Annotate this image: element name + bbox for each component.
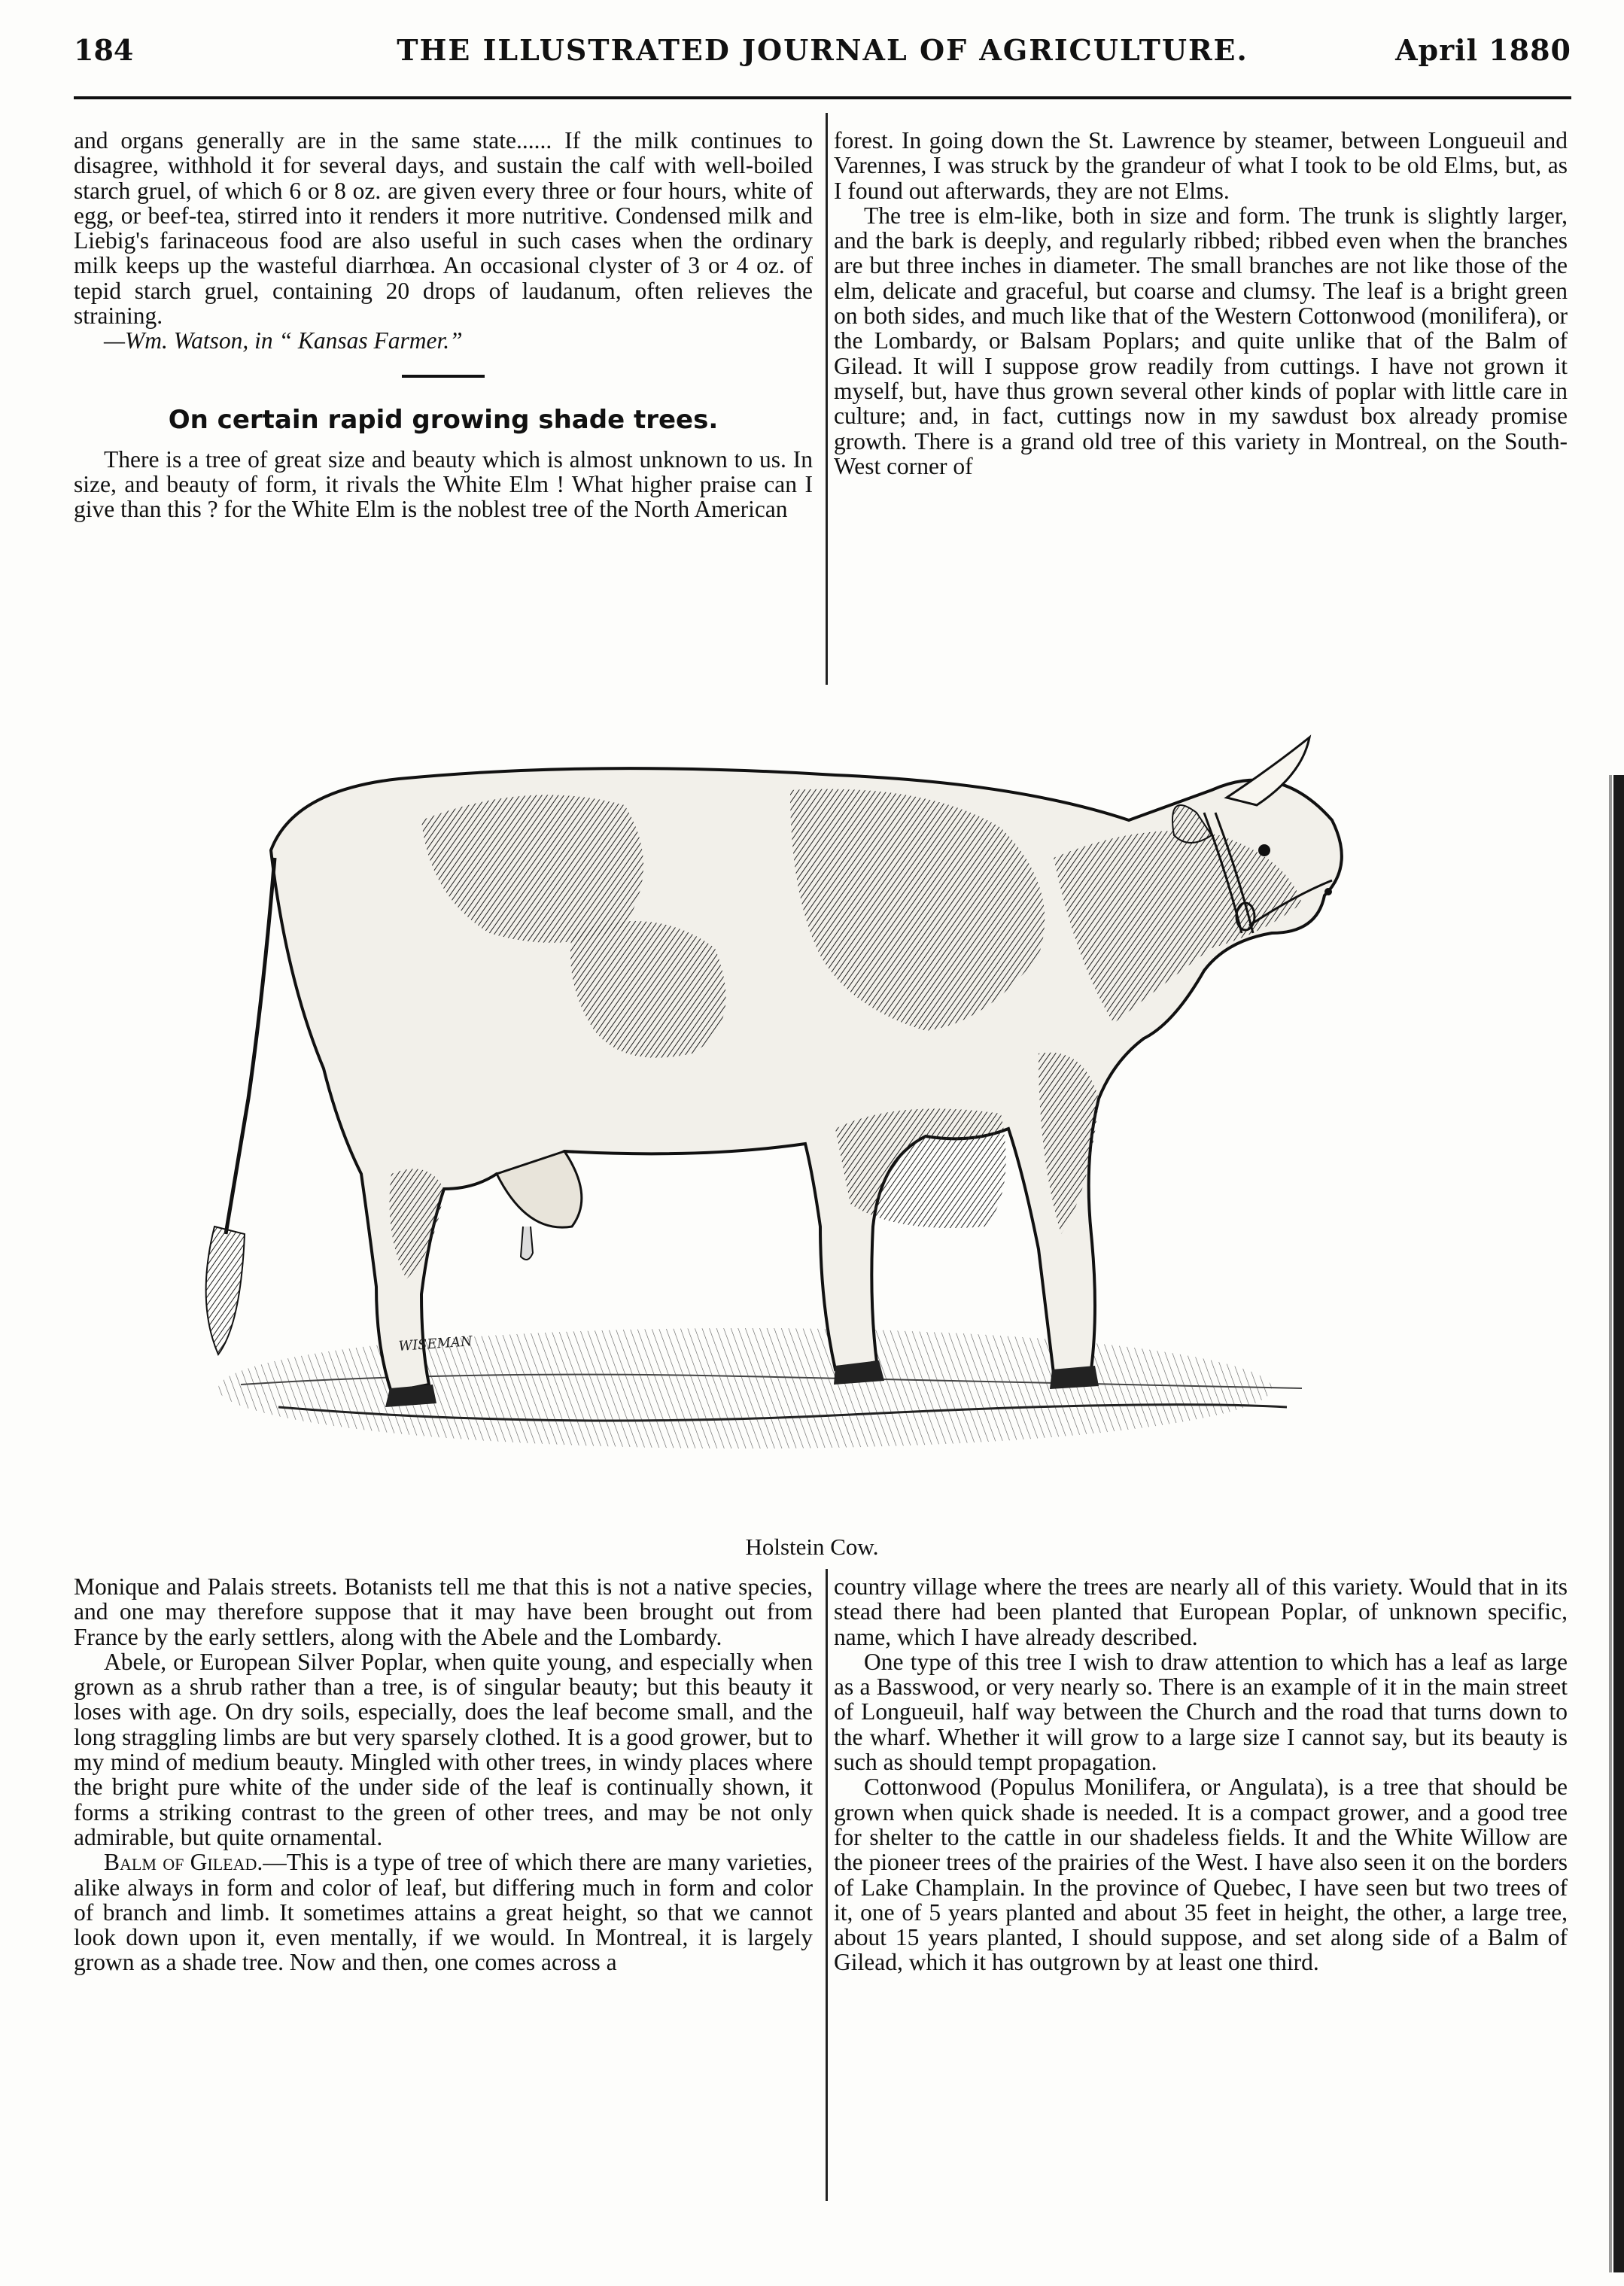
- article-signature: —Wm. Watson, in “ Kansas Farmer.”: [104, 327, 463, 354]
- engraver-signature: WISEMAN: [397, 1333, 473, 1354]
- top-left-column: [74, 128, 813, 522]
- journal-title: THE ILLUSTRATED JOURNAL OF AGRICULTURE.: [397, 33, 1248, 67]
- paragraph: Abele, or European Silver Poplar, when quite young, and especially when grown as a shrub rather than a tree, is of singular beauty; but this beauty it loses with age. On dry soils, especially, does the leaf become small, and the long straggling limbs are but very sparsely clothed. It is a good grower, but to my mind of medium beauty. Mingled with other trees, in windy places where the bright pure white of the under side of the leaf is continually shown, it forms a striking contrast to the green of other trees, and may be not only admirable, but quite ornamental.: [74, 1648, 813, 1850]
- bottom-left-column: [74, 1574, 813, 1975]
- column-rule: [826, 113, 828, 685]
- cow-tail: [226, 858, 275, 1234]
- paragraph: The tree is elm-like, both in size and form. The trunk is slightly larger, and the bark is deeply, and regularly ribbed; ribbed even when the branches are but three inches in diameter. The small branches are not like those of the elm, delicate and graceful, but coarse and clumsy. The leaf is a bright green on both sides, and much like that of the Western Cottonwood (monilifera), or the Lombardy, or Balsam Poplars; and quite unlike that of the Balm of Gilead. It will I suppose grow readily from cuttings. I have not grown it myself, but, have thus grown several other kinds of poplar with little care in culture; and, in fact, cuttings now in my sawdust box already promise growth. There is a grand old tree of this variety in Montreal, on the South-West corner of: [834, 202, 1568, 479]
- section-divider: [402, 375, 485, 378]
- paragraph-text: —This is a type of tree of which there are many varieties, alike always in form and color of leaf, but differing much in form and color of branch and limb. It sometimes attains a great height, so that we cannot look down upon it, even mentally, if we would. In Montreal, it is largely grown as a shade tree. Now and then, one comes across a: [74, 1849, 813, 1976]
- paragraph: One type of this tree I wish to draw attention to which has a leaf as large as a Basswood, or very nearly so. There is an example of it in the main street of Longueuil, half way between the Church and the road that turns down to the wharf. Whether it will grow to a large size I cannot say, but its beauty is such as should tempt propagation.: [834, 1648, 1568, 1776]
- paragraph: [74, 1850, 813, 1974]
- paragraph: Cottonwood (Populus Monilifera, or Angulata), is a tree that should be grown when quick shade is needed. It is a compact grower, and a good tree for shelter to the cattle in our shadeless fields. It and the White Willow are the pioneer trees of the prairies of the West. I have also seen it on the borders of Lake Champlain. In the province of Quebec, I have seen but two trees of it, one of 5 years planted and about 35 feet in height, the other, a large tree, about 15 years planted, I should suppose, and set along side of a Balm of Gilead, which it has outgrown by at least one third.: [834, 1774, 1568, 1976]
- scan-edge: [1603, 775, 1624, 2272]
- issue-date: April 1880: [1395, 33, 1571, 67]
- holstein-cow-illustration: [173, 707, 1467, 1497]
- paragraph: and organs generally are in the same state...... If the milk continues to disagree, withhold it for several days, and sustain the calf with well-boiled starch gruel, of which 6 or 8 oz. are given every three or four hours, white of egg, or beef-tea, stirred into it renders it more nutritive. Condensed milk and Liebig's farinaceous food are also useful in such cases when the ordinary milk keeps up the wasteful diarrhœa. An occasional clyster of 3 or 4 oz. of tepid starch gruel, containing 20 drops of laudanum, often relieves the straining.: [74, 127, 813, 330]
- page-header: [74, 29, 1571, 81]
- paragraph: There is a tree of great size and beauty which is almost unknown to us. In size, and beauty of form, it rivals the White Elm ! What higher praise can I give than this ? for the White Elm is the noblest tree of the North American: [74, 445, 813, 523]
- figure-caption: Holstein Cow.: [745, 1534, 879, 1560]
- page-number: 184: [74, 33, 134, 67]
- paragraph: country village where the trees are nearly all of this variety. Would that in its stead there had been planted that European Poplar, of unknown specific, name, which I have already described.: [834, 1573, 1568, 1650]
- paragraph: forest. In going down the St. Lawrence by steamer, between Longueuil and Varennes, I was struck by the grandeur of what I took to be old Elms, but, as I found out afterwards, they are not Elms.: [834, 127, 1568, 204]
- section-lead: Balm of Gilead.: [104, 1849, 263, 1876]
- paragraph: Monique and Palais streets. Botanists tell me that this is not a native species, and one may therefore suppose that it may have been brought out from France by the early settlers, along with the Abele and the Lombardy.: [74, 1573, 813, 1650]
- article-headline: On certain rapid growing shade trees.: [168, 404, 719, 435]
- bottom-right-column: [834, 1574, 1568, 1975]
- header-rule: [74, 96, 1571, 99]
- top-right-column: [834, 128, 1568, 479]
- cow-eye: [1258, 844, 1270, 856]
- column-rule: [826, 1569, 828, 2201]
- cow-nostril: [1324, 888, 1332, 895]
